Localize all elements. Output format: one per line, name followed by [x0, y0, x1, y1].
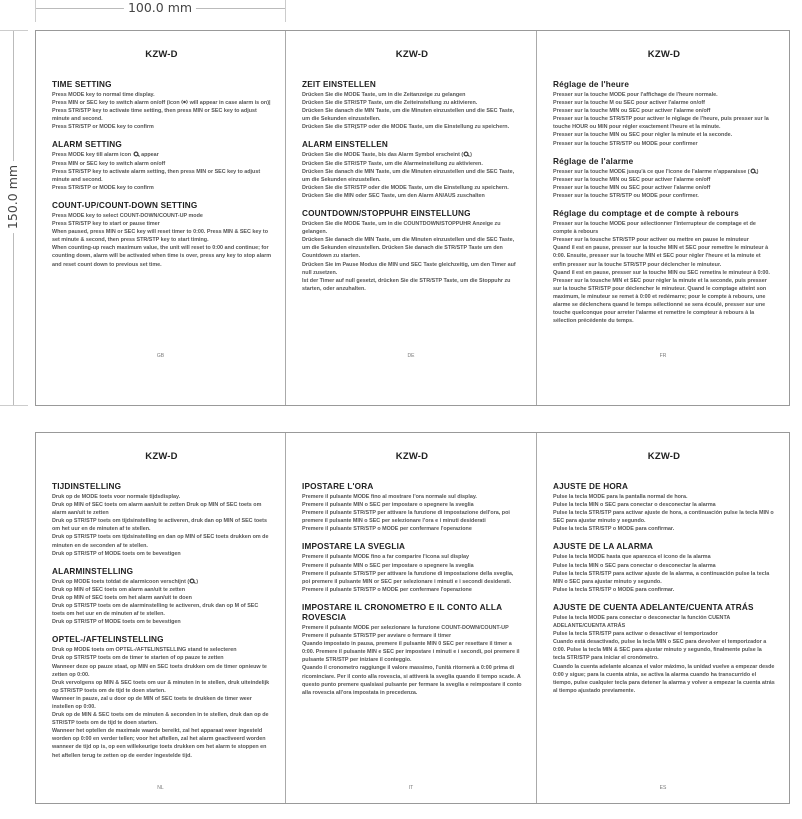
alarm-bell-icon: [133, 151, 140, 157]
instruction-line: Premere il pulsante STR/STP per avviare o fermare il timer: [302, 633, 452, 640]
instruction-line: [553, 168, 775, 176]
manual-sheet-top: [35, 30, 790, 406]
instruction-line: Pulse la tecla MODE para conectar o desconectar la función CUENTA ADELANTE/CUENTA ATRÁS: [553, 614, 731, 630]
instruction-text: ): [756, 168, 759, 175]
instruction-line: Press STR/STP key to activate alarm setting, then press MIN or SEC key to adjust minute and second.: [52, 168, 261, 183]
instruction-line: Press STR/STP key to start or pause timer: [52, 221, 160, 228]
section-heading: COUNTDOWN/STOPPUHR EINSTELLUNG: [302, 209, 471, 219]
instruction-line: Wanneer het optellen de maximale waarde bereikt, zal het apparaat weer ingesteld worden op 0:00 en verder tellen; voor het aftellen, zal het alarm geactiveerd worden wanneer de tijd op is, op een willekeurige toets drukken om het alarm te stoppen en het aftellen terug te zetten op de eerder ingestelde tijd.: [52, 728, 267, 759]
instruction-section: [302, 80, 522, 131]
panel-title: KZW-D: [145, 451, 178, 462]
instruction-line: Premere il pulsante MODE fino al mostrare l'ora normale sul display.: [302, 494, 477, 500]
instruction-line: Quando il cronometro raggiunge il valore massimo, l'unità ritornerà a 0:00 prima di ricominciare. Per il conto alla rovescia, si attiverà la sveglia quando il tempo scade. A questo punto premere qualsiasi pulsante per fermare la sveglia e reimpostare il conto alla rovescia all'ora impostata in precedenza.: [302, 665, 522, 696]
section-heading: Réglage de l'heure: [553, 80, 630, 89]
dimension-tick: [285, 0, 286, 22]
instruction-line: Druk op STR/STP toets om tijdsinstelling te activeren, druk dan op MIN of SEC toets om het uur en de minuten af te stellen.: [52, 518, 267, 533]
dimension-tick: [0, 405, 28, 406]
language-code: ES: [659, 785, 667, 791]
instruction-line: Premere il pulsante STR/STP per attivare la funzione di impostazione della sveglia, poi premere il pulsante MIN or SEC per selezionare i minuti e i secondi desiderati.: [302, 570, 514, 585]
dimension-tick: [0, 30, 28, 31]
instruction-line: Druk op MIN of SEC toets om het alarm aan/uit te doen: [52, 594, 192, 601]
instruction-section: [302, 482, 522, 533]
instruction-section: [553, 482, 775, 533]
instruction-text: ): [196, 578, 198, 585]
instruction-line: Druk op MODE toets om OPTEL-/AFTELINSTELLING stand te selecteren: [52, 647, 237, 654]
instruction-line: When paused, press MIN or SEC key will reset timer to 0:00. Press MIN & SEC key to set minute & second, then press STR/STP key to start timing.: [52, 229, 268, 244]
manual-panel-gb: [36, 31, 286, 405]
instruction-line: Press MIN or SEC key to switch alarm on/off: [52, 160, 166, 167]
instruction-line: Cuando la cuenta adelante alcanza el valor máximo, la unidad vuelve a empezar desde 0:00 y sigue; para la cuenta atrás, se activa la alarma cuando ha transcurrido el tiempo, pulse cualquier tecla para detener la alarma y volver a empezar la cuenta atrás al tiempo ajustado previamente.: [553, 663, 775, 694]
instruction-line: Cuando está desactivado, pulse la tecla MIN o SEC para devolver el temporizador a 0:00. Pulse la tecla MIN & SEC para ajustar minuto y segundo, finalmente pulse la tecla STR/STP para iniciar el cronómetro.: [553, 639, 767, 662]
instruction-line: Pulse la tecla MIN o SEC para conectar o desconectar la alarma: [553, 502, 716, 509]
instruction-text: appear: [139, 152, 159, 159]
section-heading: ZEIT EINSTELLEN: [302, 80, 376, 89]
instruction-line: Pulse la tecla MIN o SEC para conectar o desconectar la alarma: [553, 562, 716, 569]
section-heading: OPTEL-/AFTELINSTELLING: [52, 635, 164, 645]
instruction-section: [553, 542, 775, 593]
instruction-line: Press MODE key to normal time display.: [52, 92, 155, 98]
instruction-line: Pulse la tecla STR/STP para activar ajuste de la alarma, a continuación pulse la tecla MIN o SEC para ajustar minuto y segundo.: [553, 570, 770, 585]
instruction-text: will appear in case alarm is on)|: [188, 100, 271, 107]
instruction-line: Presser sur la touche STR/STP ou MODE pour confirmer.: [553, 192, 699, 199]
instruction-line: Premere il pulsante MIN o SEC per impostare o spegnere la sveglia: [302, 502, 474, 509]
instruction-line: Premere il pulsante MODE fino a far comparire l'icona sul display: [302, 554, 469, 561]
instruction-line: Druk vervolgens op MIN & SEC toets om uur & minuten in te stellen, druk uiteindelijk op STR/STP toets om de tijd te doen starten.: [52, 679, 270, 694]
instruction-line: Druk op STR/STP toets om tijdsinstelling en dan op MIN of SEC toets drukken om de minuten en de seconden af te stellen.: [52, 534, 269, 549]
instruction-line: Drücken Sie danach die MIN Taste, um die Minuten einzustellen und die SEC Taste, um die Sekunden einzustellen.: [302, 108, 515, 123]
width-dimension: [35, 0, 285, 22]
instruction-line: Press STR/STP or MODE key to confirm: [52, 124, 154, 131]
height-dimension: [0, 30, 26, 405]
section-heading: Réglage du comptage et de compte à rebours: [553, 209, 739, 219]
instruction-line: Pulse la tecla MODE para la pantalla normal de hora.: [553, 494, 688, 500]
instruction-line: Wanneer in pauze, zal u door op de MIN of SEC toets te drukken de timer weer instellen op 0:00.: [52, 695, 252, 710]
instruction-line: [302, 151, 522, 159]
instruction-text: Press MIN or SEC key to switch alarm on/off (icon: [52, 100, 182, 107]
instruction-line: Quand il est en pause, presser sur la touche MIN et SEC pour remettre le minuteur à 0:00. Ensuite, presser sur la touche MIN et SEC pour régler l'heure et la minute et enfin presser sur la touche STR/STP pour déclencher le minuteur.: [553, 245, 769, 268]
section-heading: AJUSTE DE LA ALARMA: [553, 542, 654, 552]
instruction-text: Drücken Sie die MODE Taste, bis das Alarm Symbol erscheint (: [302, 152, 464, 159]
instruction-line: Druk op STR/STP of MODE toets om te bevestigen: [52, 550, 181, 557]
instruction-line: [52, 151, 271, 159]
instruction-section: [553, 80, 775, 148]
instruction-text: ): [470, 152, 472, 159]
section-heading: TIJDINSTELLING: [52, 482, 122, 491]
section-heading: COUNT-UP/COUNT-DOWN SETTING: [52, 200, 198, 210]
instruction-section: [52, 80, 271, 131]
instruction-line: Druk op de MODE toets voor normale tijdsdisplay.: [52, 494, 181, 500]
instruction-line: Press STR/STP key to activate time setting, then press MIN or SEC key to adjust minute and second.: [52, 108, 257, 123]
section-heading: IPOSTARE L'ORA: [302, 482, 374, 491]
section-heading: IMPOSTARE LA SVEGLIA: [302, 542, 406, 552]
language-code: GB: [156, 353, 165, 359]
instruction-line: Druk op MIN of SEC toets om alarm aan/uit te zetten Druk op MIN of SEC toets om alarm aan/uit te zetten: [52, 502, 262, 517]
instruction-line: Quando impostato in pausa, premere il pulsante MIN 0 SEC per resettare il timer a 0:00. Premere il pulsante MIN e SEC per impostare i minuti e i secondi, poi premere il pulsante STR/STP per iniziare il conteggio.: [302, 641, 520, 664]
instruction-line: Premere il pulsante MODE per selezionare la funzione COUNT-DOWN/COUNT-UP: [302, 624, 509, 631]
instruction-section: [52, 201, 271, 269]
alarm-bell-icon: [750, 168, 757, 174]
panel-title: KZW-D: [395, 451, 429, 462]
instruction-line: Drücken Sie die STR/STP Taste, um die Zeiteinstellung zu aktivieren.: [302, 100, 478, 107]
instruction-line: Druk op STR/STP toets om de alarminstelling te activeren, druk dan op M of SEC toets om het uur en de minuten af te stellen.: [52, 603, 259, 618]
instruction-text: Presser sur la touche MODE jusqu'à ce que l'icone de l'alarme n'apparaisse (: [553, 168, 750, 175]
instruction-section: [302, 542, 522, 593]
instruction-line: Press STR/STP or MODE key to confirm: [52, 184, 154, 191]
instruction-line: Pulse la tecla STR/STP para activar o desactivar el temporizador: [553, 631, 718, 638]
instruction-line: Druk op MIN of SEC toets om alarm aan/uit te zetten: [52, 586, 185, 593]
manual-panel-nl: [36, 433, 286, 803]
manual-panel-es: [537, 433, 789, 803]
manual-panel-it: [286, 433, 537, 803]
instruction-line: Presser sur la touche MODE pour l'affichage de l'heure normale.: [553, 92, 718, 98]
panel-title: KZW-D: [395, 49, 429, 60]
instruction-line: Wanneer deze op pauze staat, op MIN en SEC toets drukken om de timer opnieuw te zetten op 0:00.: [52, 663, 267, 678]
instruction-line: Premere il pulsante STR/STP per attivare la funzione di impostazione dell'ora, poi premere il pulsante MIN o SEC per selezionare l'ora e i minuti desiderati: [302, 510, 510, 525]
instruction-line: Drücken Sie die STR/STP oder die MODE Taste, um die Einstellung zu speichern.: [302, 184, 509, 191]
section-heading: Réglage de l'alarme: [553, 156, 634, 166]
instruction-line: Premere il pulsante STR/STP o MODE per confermare l'operazione: [302, 526, 472, 533]
instruction-line: Presser sur la touche MIN ou SEC pour régler la minute et la seconde.: [553, 132, 733, 139]
manual-sheet-bottom: [35, 432, 790, 804]
instruction-line: Drücken Sie die MODE Taste, um in die Zeitanzeige zu gelangen: [302, 92, 466, 98]
instruction-line: Drücken Sie die MODE Taste, um in die COUNTDOWN/STOPPUHR Anzeige zu gelangen.: [302, 221, 501, 236]
language-code: DE: [407, 353, 415, 359]
manual-panel-de: [286, 31, 537, 405]
instruction-line: [52, 99, 271, 107]
section-heading: ALARM SETTING: [52, 140, 122, 150]
instruction-line: Presser sur la touche MIN ou SEC pour activer l'alarme on/off: [553, 176, 711, 183]
instruction-line: When counting-up reach maximum value, the unit will reset to 0:00 and continue; for counting down, alarm will be activated when time is over, press any key to stop alarm and reset count down to previous set time.: [52, 245, 271, 268]
instruction-line: Presser sur la touche MIN ou SEC pour activer l'alarme on/off: [553, 184, 711, 191]
instruction-section: [52, 567, 271, 627]
instruction-text: Press MODE key till alarm icon: [52, 152, 133, 159]
language-code: FR: [659, 353, 667, 359]
section-heading: AJUSTE DE HORA: [553, 482, 629, 491]
section-heading: IMPOSTARE IL CRONOMETRO E IL CONTO ALLA ROVESCIA: [302, 602, 502, 622]
instruction-section: [52, 635, 271, 759]
instruction-line: Pulse la tecla STR/STP o MODE para confirmar.: [553, 526, 675, 533]
language-code: IT: [408, 785, 414, 791]
instruction-line: Drücken Sie die MIN oder SEC Taste, um den Alarm AN/AUS zuschalten: [302, 192, 485, 199]
instruction-text: Druk op MODE toets totdat de alarmicoon verschijnt (: [52, 578, 190, 585]
section-heading: ALARM EINSTELLEN: [302, 140, 388, 150]
instruction-line: Druk op STR/STP of MODE toets om te bevestigen: [52, 619, 181, 626]
section-heading: ALARMINSTELLING: [52, 566, 134, 576]
instruction-line: Drücken Sie danach die MIN Taste, um die Minuten einzustellen und die SEC Taste, um die Sekunden einzustellen. Drücken Sie danach die STR/STP Taste um den Countdown zu starten.: [302, 237, 515, 260]
instruction-line: Pulse la tecla STR/STP para activar ajuste de hora, a continuación pulse la tecla MIN o SEC para ajustar minuto y segundo.: [553, 510, 774, 525]
instruction-line: Drücken Sie die STR/STP Taste, um die Alarmeinstellung zu aktivieren.: [302, 160, 483, 167]
instruction-line: Druk op de MIN & SEC toets om de minuten & seconden in te stellen, druk dan op de STR/STP toets om de tijd te doen starten.: [52, 712, 269, 727]
instruction-line: Drücken Sie im Pause Modus die MIN und SEC Taste gleichzeitig, um den Timer auf null zusetzen.: [302, 261, 516, 276]
instruction-section: [302, 603, 522, 697]
panel-title: KZW-D: [647, 49, 681, 60]
width-dimension-label: 100.0 mm: [124, 0, 196, 16]
instruction-section: [302, 140, 522, 200]
panel-title: KZW-D: [647, 451, 681, 462]
instruction-line: Quand il est en pause, presser sur la touche MIN ou SEC remetira le minuteur à 0:00. Presser sur la tousche MIN et SEC pour régler la minute et la seconde, puis presser sur la touche STR/STP pour déclencher le minuteur. Quand le comptage atteint son maximum, le minuteur se remet à 0:00 et redémarre; pour le compte à rebours, une alarme se déclenchera quand le temps sélectionné se sera écoulé, presser sur une touche quelconque pour arreter l'alarme et remettre le compteur à rebours à la sélection précédente du temps.: [553, 269, 770, 325]
instruction-line: Presser sur la tousche STR/STP pour activer ou mettre en pause le minuteur: [553, 237, 749, 244]
instruction-line: Drücken Sie die STR(STP oder die MODE Taste, um die Einstellung zu speichern.: [302, 124, 510, 131]
instruction-section: [553, 157, 775, 200]
instruction-line: Press MODE key to select COUNT-DOWN/COUNT-UP mode: [52, 212, 203, 219]
instruction-line: Presser sur la touche STR/STP ou MODE pour confirmer: [553, 140, 698, 147]
dimension-tick: [35, 0, 36, 22]
height-dimension-label: 150.0 mm: [6, 161, 20, 233]
section-heading: TIME SETTING: [52, 80, 112, 89]
instruction-section: [553, 603, 775, 695]
instruction-line: Presser sur la touche MODE pour sélectionner l'interrupteur de comptage et de compte à rebours: [553, 221, 756, 236]
instruction-section: [52, 140, 271, 191]
instruction-line: Pulse la tecla MODE hasta que aparezca el icono de la alarma: [553, 554, 711, 561]
instruction-line: Premere il pulsante MIN o SEC per impostare o spegnere la sveglia: [302, 562, 474, 569]
panel-title: KZW-D: [145, 49, 178, 60]
manual-panel-fr: [537, 31, 789, 405]
language-code: NL: [157, 785, 164, 791]
instruction-line: Presser sur la touche STR/STP pour activer le réglage de l'heure, puis presser sur la touche HOUR ou MIN pour régler exactement l'heure et la minute.: [553, 116, 769, 131]
section-heading: AJUSTE DE CUENTA ADELANTE/CUENTA ATRÁS: [553, 602, 754, 612]
instruction-section: [302, 209, 522, 293]
instruction-line: Premere il pulsante STR/STP o MODE per confermare l'operazione: [302, 586, 472, 593]
instruction-section: [553, 209, 775, 325]
instruction-line: Presser sur la touche MIN ou SEC pour activer l'alarme on/off: [553, 108, 711, 115]
instruction-line: [52, 578, 271, 586]
instruction-section: [52, 482, 271, 558]
instruction-line: Presser sur la touche M ou SEC pour activer l'alarme on/off: [553, 100, 705, 107]
instruction-line: Druk op STR/STP toets om de timer te starten of op pauze te zetten: [52, 655, 224, 662]
instruction-line: Pulse la tecla STR/STP o MODE para confirmar.: [553, 586, 675, 593]
instruction-line: Ist der Timer auf null gesetzt, drücken Sie die STR/STP Taste, um die Stoppuhr zu starten, oder anzuhalten.: [302, 277, 511, 292]
instruction-line: Drücken Sie danach die MIN Taste, um die Minuten einzustellen und die SEC Taste, um die Sekunden einzustellen.: [302, 168, 515, 183]
